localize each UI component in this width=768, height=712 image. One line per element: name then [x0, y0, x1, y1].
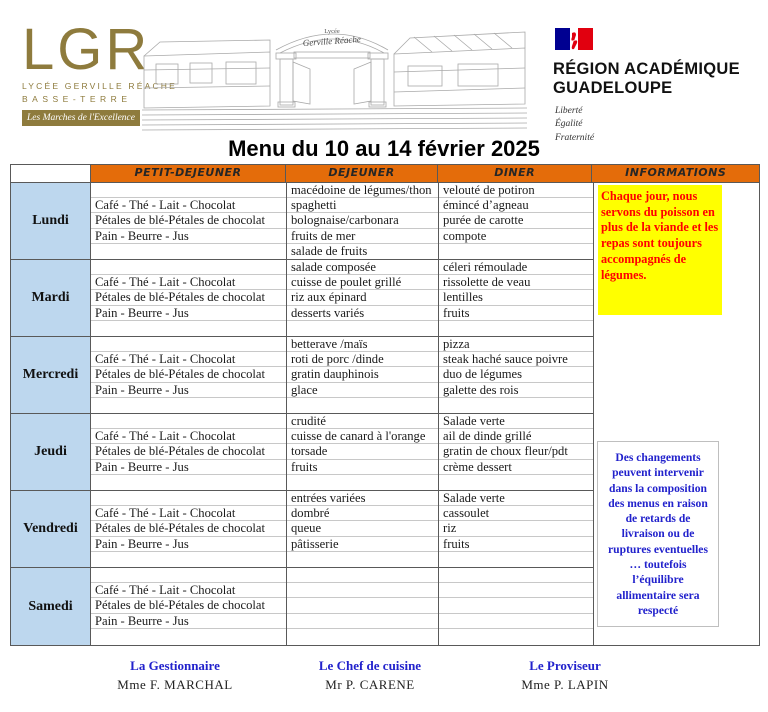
menu-item: gratin dauphinois — [287, 367, 438, 382]
menu-item — [91, 337, 286, 352]
informations-column — [594, 183, 759, 645]
table-row — [11, 260, 594, 337]
menu-item: lentilles — [439, 290, 593, 305]
page-title: Menu du 10 au 14 février 2025 — [228, 136, 540, 161]
menu-item: salade de fruits — [291, 243, 368, 258]
menu-item — [287, 321, 438, 336]
dejeuner-cell — [287, 183, 439, 259]
menu-item: compote — [439, 229, 593, 244]
menu-item — [91, 475, 286, 490]
table-header-petit-dejeuner: PETIT-DEJEUNER — [91, 165, 286, 182]
menu-item: Pétales de blé-Pétales de chocolat — [91, 290, 286, 305]
menu-item: rissolette de veau — [439, 275, 593, 290]
menu-item: macédoine de légumes/thon — [287, 183, 438, 198]
menu-item: fruits de mer — [287, 229, 438, 244]
diner-cell — [439, 414, 594, 490]
school-building-sketch-icon — [142, 12, 527, 132]
menu-item — [439, 568, 593, 583]
table-header-dejeuner: DEJEUNER — [286, 165, 438, 182]
table-header-row — [11, 165, 759, 183]
region-motto-egalite: Égalité — [555, 119, 583, 130]
menu-item: steak haché sauce poivre — [439, 352, 593, 367]
lgr-acronym: LGR — [22, 17, 151, 82]
menu-item: duo de légumes — [439, 367, 593, 382]
menu-item: cuisse de canard à l'orange — [287, 429, 438, 444]
french-flag-icon — [555, 28, 595, 54]
dejeuner-cell — [287, 260, 439, 336]
menu-item — [287, 614, 438, 629]
menu-item — [439, 552, 593, 567]
menu-item: fruits — [439, 537, 593, 552]
menu-item: pâtisserie — [287, 537, 438, 552]
day-label: Samedi — [11, 568, 91, 645]
menu-item: crème dessert — [439, 460, 593, 475]
menu-item — [287, 583, 438, 598]
menu-item: Pétales de blé-Pétales de chocolat — [91, 598, 286, 613]
dejeuner-cell — [287, 414, 439, 490]
building-caption-line1: Lycée — [324, 28, 340, 35]
menu-item: Pain - Beurre - Jus — [91, 614, 286, 629]
region-academique-logo — [553, 28, 763, 145]
menu-item — [439, 475, 593, 490]
region-title-line2: GUADELOUPE — [553, 78, 673, 97]
menu-item: cassoulet — [439, 506, 593, 521]
table-row — [11, 183, 594, 260]
menu-item: Pétales de blé-Pétales de chocolat — [91, 521, 286, 536]
menu-item: purée de carotte — [439, 213, 593, 228]
menu-item: Salade verte — [439, 414, 593, 429]
region-title-line1: RÉGION ACADÉMIQUE — [553, 60, 740, 78]
menu-item: Pétales de blé-Pétales de chocolat — [91, 213, 286, 228]
menu-item — [287, 552, 438, 567]
menu-item: velouté de potiron — [439, 183, 593, 198]
table-row — [11, 414, 594, 491]
menu-item — [91, 321, 286, 336]
day-label: Mercredi — [11, 337, 91, 413]
menu-item: Café - Thé - Lait - Chocolat — [91, 429, 286, 444]
region-title — [553, 60, 763, 98]
menu-item: queue — [287, 521, 438, 536]
dejeuner-cell — [287, 568, 439, 645]
petit-dejeuner-cell — [91, 568, 287, 645]
dejeuner-cell — [287, 337, 439, 413]
menu-table — [10, 164, 760, 646]
table-body — [11, 183, 759, 645]
table-header-diner: DINER — [438, 165, 593, 182]
menu-item — [439, 321, 593, 336]
table-body-left — [11, 183, 594, 645]
menu-item — [91, 398, 286, 413]
menu-item: spaghetti — [287, 198, 438, 213]
menu-item: Pain - Beurre - Jus — [91, 383, 286, 398]
menu-item — [91, 568, 286, 583]
menu-item: Pétales de blé-Pétales de chocolat — [91, 444, 286, 459]
menu-item: ail de dinde grillé — [439, 429, 593, 444]
menu-item: riz aux épinard — [287, 290, 438, 305]
menu-item: émincé d’agneau — [439, 198, 593, 213]
table-row — [11, 491, 594, 568]
day-label: Jeudi — [11, 414, 91, 490]
signature-chef-de-cuisine — [305, 658, 435, 693]
menu-item — [439, 583, 593, 598]
menu-item: bolognaise/carbonara — [287, 213, 438, 228]
diner-cell — [439, 260, 594, 336]
day-label: Vendredi — [11, 491, 91, 567]
menu-item: torsade — [287, 444, 438, 459]
menu-item — [91, 414, 286, 429]
petit-dejeuner-cell — [91, 260, 287, 336]
menu-item — [439, 614, 593, 629]
menu-item: Pain - Beurre - Jus — [91, 306, 286, 321]
info-box-changes: Des changements peuvent intervenir dans la composition des menus en raison de retards de livraison ou de ruptures eventuelles … toutefois l’équilibre allimentaire sera respecté — [597, 441, 719, 627]
menu-item: betterave /maïs — [287, 337, 438, 352]
menu-item: galette des rois — [439, 383, 593, 398]
menu-item — [439, 629, 593, 644]
menu-item: Café - Thé - Lait - Chocolat — [91, 198, 286, 213]
diner-cell — [439, 491, 594, 567]
menu-item: fruits — [287, 460, 438, 475]
menu-item — [91, 491, 286, 506]
menu-item: fruits — [439, 306, 593, 321]
menu-item: Café - Thé - Lait - Chocolat — [91, 352, 286, 367]
menu-item: entrées variées — [287, 491, 438, 506]
menu-item — [91, 244, 286, 259]
menu-item: Café - Thé - Lait - Chocolat — [91, 275, 286, 290]
petit-dejeuner-cell — [91, 337, 287, 413]
signature-name: Mme F. MARCHAL — [117, 677, 233, 692]
menu-item: Salade verte — [439, 491, 593, 506]
menu-item — [91, 183, 286, 198]
menu-item: céleri rémoulade — [439, 260, 593, 275]
menu-item — [287, 398, 438, 413]
table-header-informations: INFORMATIONS — [592, 165, 759, 182]
menu-item — [439, 244, 593, 259]
menu-item: gratin de choux fleur/pdt — [439, 444, 593, 459]
signature-role: Le Chef de cuisine — [318, 658, 422, 673]
menu-item: Pain - Beurre - Jus — [91, 460, 286, 475]
menu-item — [91, 629, 286, 644]
menu-item: glace — [287, 383, 438, 398]
signature-role: La Gestionnaire — [130, 658, 220, 673]
menu-item: cuisse de poulet grillé — [287, 275, 438, 290]
building-caption-line2: Gerville Réache — [302, 33, 362, 49]
menu-item: Pétales de blé-Pétales de chocolat — [91, 367, 286, 382]
signature-role: Le Proviseur — [529, 658, 601, 673]
diner-cell — [439, 183, 594, 259]
table-row — [11, 337, 594, 414]
lgr-city: BASSE-TERRE — [22, 94, 132, 104]
menu-item: crudité — [287, 414, 438, 429]
table-header-corner — [11, 165, 91, 182]
menu-item — [287, 598, 438, 613]
menu-item — [287, 568, 438, 583]
petit-dejeuner-cell — [91, 414, 287, 490]
menu-item — [287, 629, 438, 644]
menu-item: dombré — [287, 506, 438, 521]
menu-item: salade composée — [287, 260, 438, 275]
menu-item: Pain - Beurre - Jus — [91, 229, 286, 244]
diner-cell — [439, 568, 594, 645]
petit-dejeuner-cell — [91, 183, 287, 259]
signature-gestionnaire — [110, 658, 240, 693]
menu-item — [91, 552, 286, 567]
menu-item: roti de porc /dinde — [287, 352, 438, 367]
menu-item: Café - Thé - Lait - Chocolat — [91, 583, 286, 598]
petit-dejeuner-cell — [91, 491, 287, 567]
lgr-school-name: LYCÉE GERVILLE RÉACHE — [22, 81, 178, 91]
menu-item: desserts variés — [287, 306, 438, 321]
menu-item: Pain - Beurre - Jus — [91, 537, 286, 552]
menu-item — [91, 260, 286, 275]
signature-proviseur — [500, 658, 630, 693]
dejeuner-cell — [287, 491, 439, 567]
signature-name: Mme P. LAPIN — [521, 677, 609, 692]
day-label: Lundi — [11, 183, 91, 259]
menu-item: riz — [439, 521, 593, 536]
menu-item — [439, 598, 593, 613]
region-motto-liberte: Liberté — [555, 105, 583, 116]
diner-cell — [439, 337, 594, 413]
day-label: Mardi — [11, 260, 91, 336]
menu-item — [439, 398, 593, 413]
signature-footer — [110, 658, 630, 693]
menu-item: Café - Thé - Lait - Chocolat — [91, 506, 286, 521]
lgr-motto-banner: Les Marches de l'Excellence — [22, 110, 140, 126]
menu-item — [287, 475, 438, 490]
region-motto-fraternite: Fraternité — [555, 132, 595, 143]
signature-name: Mr P. CARENE — [325, 677, 415, 692]
menu-item: pizza — [439, 337, 593, 352]
table-row — [11, 568, 594, 645]
info-box-daily: Chaque jour, nous servons du poisson en plus de la viande et les repas sont toujours accompagnés de légumes. — [598, 185, 722, 315]
